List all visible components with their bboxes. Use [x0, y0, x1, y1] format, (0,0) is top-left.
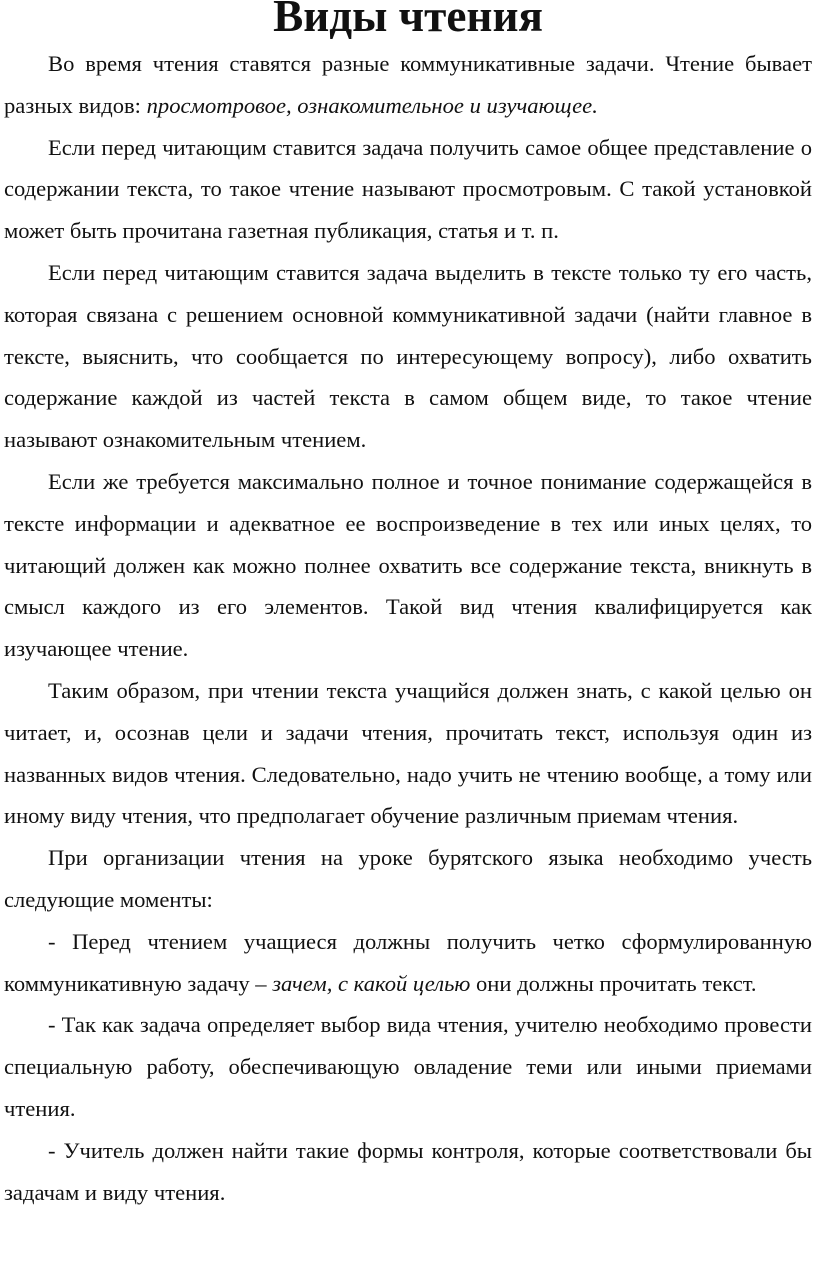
paragraph-text: Таким образом, при чтении текста учащийся должен знать, с какой целью он читает, и, осознав цели и задачи чтения, прочитать текст, используя один из названных видов чтения. Следовательно, надо учить не чтению вообще, а тому или иному виду чтения, что предполагает обучение различным приемам чтения. — [4, 677, 812, 829]
list-item-task — [4, 921, 812, 1005]
paragraph-skimming — [4, 127, 812, 252]
paragraph-conclusion — [4, 670, 812, 837]
paragraph-intro — [4, 43, 812, 127]
paragraph-text: - Учитель должен найти такие формы контроля, которые соответствовали бы задачам и виду чтения. — [4, 1137, 812, 1205]
paragraph-text: - Так как задача определяет выбор вида чтения, учителю необходимо провести специальную работу, обеспечивающую овладение теми или иными приемами чтения. — [4, 1012, 812, 1121]
list-item-control-forms — [4, 1130, 812, 1214]
paragraph-italic-text: просмотровое, ознакомительное и изучающее. — [146, 92, 598, 118]
paragraph-text: Во время чтения ставятся разные коммуникативные задачи. Чтение бывает разных видов: — [4, 51, 812, 118]
paragraph-italic-text: зачем, с какой целью — [272, 970, 471, 996]
paragraph-text: Если перед читающим ставится задача выделить в тексте только ту его часть, которая связана с решением основной коммуникативной задачи (найти главное в тексте, выяснить, что сообщается по интересующему вопросу), либо охватить содержание каждой из частей текста в самом общем виде, то такое чтение называют ознакомительным чтением. — [4, 259, 812, 453]
paragraph-organization — [4, 837, 812, 921]
paragraph-text: они должны прочитать текст. — [470, 970, 757, 996]
paragraph-text: При организации чтения на уроке бурятского языка необходимо учесть следующие моменты: — [4, 845, 812, 912]
paragraph-text: Если же требуется максимально полное и точное понимание содержащейся в тексте информации и адекватное ее воспроизведение в тех или иных целях, то читающий должен как можно полнее охватить все содержание текста, вникнуть в смысл каждого из его элементов. Такой вид чтения квалифицируется как изучающее чтение. — [4, 468, 812, 662]
paragraph-text: Если перед читающим ставится задача получить самое общее представление о содержании текста, то такое чтение называют просмотровым. С такой установкой может быть прочитана газетная публикация, статья и т. п. — [4, 134, 812, 244]
paragraph-introductory — [4, 252, 812, 461]
document-title: Виды чтения — [273, 0, 543, 41]
paragraph-text: - Перед чтением учащиеся должны получить четко сформулированную коммуникативную задачу – — [4, 928, 812, 996]
list-item-teacher-work — [4, 1004, 812, 1129]
paragraph-studying — [4, 461, 812, 670]
